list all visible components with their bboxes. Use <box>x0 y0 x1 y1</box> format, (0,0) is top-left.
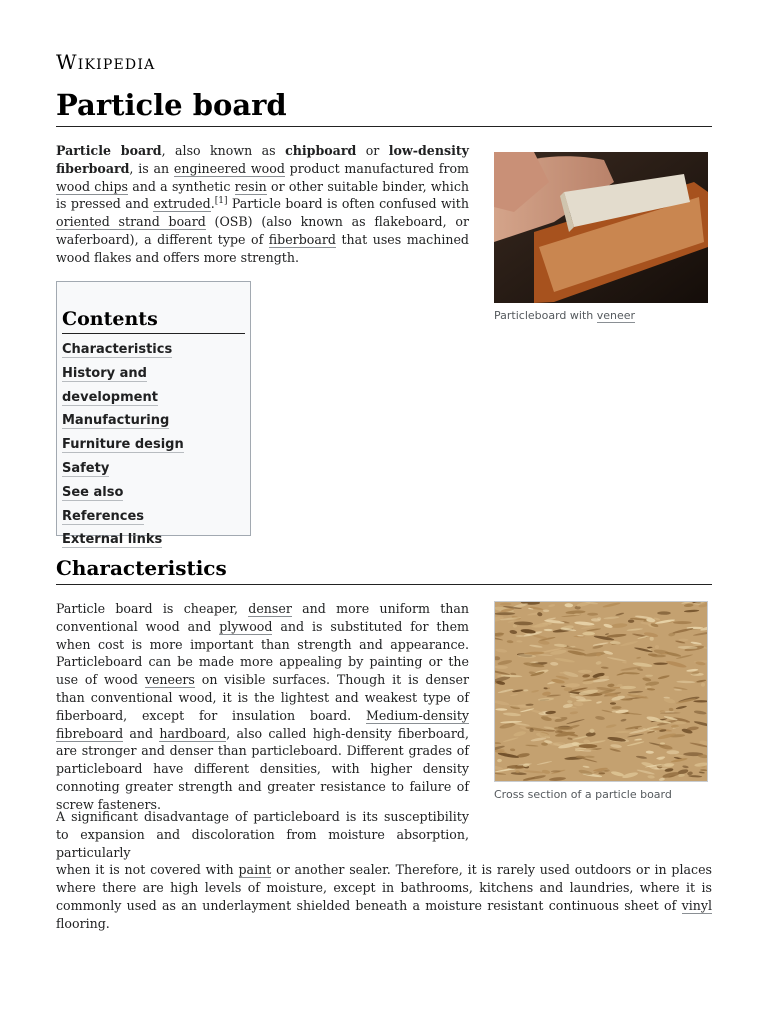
characteristics-paragraph-2: A significant disadvantage of particleboard is its susceptibility to expansion and discoloration from moisture absorption, particularly when it is not covered with paint or another sealer. Therefore, it is rarely used outdoors or in places where there are high levels of moisture, except in bathrooms, kitchens and laundries, where it is commonly used as an underlayment shielded beneath a moisture resistant continuous sheet of vinyl flooring. <box>56 809 712 931</box>
link-wood-chips[interactable]: wood chips <box>56 178 128 194</box>
link-medium-density-fibreboard[interactable]: Medium-density fibreboard <box>56 707 469 741</box>
link-engineered-wood[interactable]: engineered wood <box>173 160 285 176</box>
particleboard-veneer-image[interactable] <box>494 152 708 303</box>
link-denser[interactable]: denser <box>248 601 292 616</box>
link-veneers[interactable]: veneers <box>144 672 195 688</box>
figure-particleboard-veneer <box>494 152 708 322</box>
intro-paragraph: Particle board, also known as chipboard or low-density fiberboard, is an engineered wood product manufactured from wood chips and a synthetic resin or other suitable binder, which is pressed and extruded.[1] Particle board is often confused with oriented strand board (OSB) (also known as flakeboard, or waferboard), a different type of fiberboard that uses machined wood flakes and offers more strength. <box>56 143 469 265</box>
toc-list <box>62 338 245 552</box>
link-extruded[interactable]: extruded <box>153 196 211 212</box>
toc-item-references[interactable]: References <box>62 508 145 524</box>
bold-term: low-density fiberboard <box>56 143 469 176</box>
toc-item-external-links[interactable]: External links <box>62 532 163 548</box>
toc-item-manufacturing[interactable]: Manufacturing <box>62 413 170 429</box>
wood-chip <box>660 742 665 744</box>
wood-chip <box>598 772 605 774</box>
wood-chip <box>673 621 692 624</box>
figure-cross-section <box>494 601 708 801</box>
link-hardboard[interactable]: hardboard <box>159 725 227 741</box>
link-paint[interactable]: paint <box>238 862 272 878</box>
figure-caption: Cross section of a particle board <box>494 788 672 801</box>
characteristics-paragraph-1: Particle board is cheaper, denser and more uniform than conventional wood and plywood and is substituted for them when cost is more important than strength and appearance. Particleboard can be made more appealing by painting or the use of wood veneers on visible surfaces. Though it is denser than conventional wood, it is the lightest and weakest type of fiberboard, except for insulation board. Medium-density fibreboard and hardboard, also called high-density fiberboard, are stronger and denser than particleboard. Different grades of particleboard have different densities, with higher density connoting greater strength and greater resistance to failure of screw fasteners. <box>56 601 470 812</box>
toc-item-furniture-design[interactable]: Furniture design <box>62 437 184 453</box>
table-of-contents <box>56 281 251 548</box>
toc-title: Contents <box>62 308 245 334</box>
toc-item-see-also[interactable]: See also <box>62 484 124 500</box>
page-title: Particle board <box>56 86 712 127</box>
link-veneer[interactable]: veneer <box>596 309 636 322</box>
section-heading-characteristics: Characteristics <box>56 554 712 585</box>
particleboard-veneer-illustration <box>494 152 708 303</box>
bold-term: Particle board <box>56 143 162 158</box>
wood-chip <box>628 619 634 622</box>
link-vinyl[interactable]: vinyl <box>681 897 712 913</box>
reference-1[interactable]: [1] <box>214 196 228 207</box>
particle-chips-texture <box>495 602 707 781</box>
toc-item-history[interactable]: History and development <box>62 365 158 405</box>
bold-term: chipboard <box>285 143 357 158</box>
toc-item-characteristics[interactable]: Characteristics <box>62 342 173 357</box>
figure-caption: Particleboard with veneer <box>494 309 636 322</box>
toc-item-safety[interactable]: Safety <box>62 460 110 476</box>
link-oriented-strand-board[interactable]: oriented strand board <box>56 214 206 230</box>
wood-chip <box>650 637 654 641</box>
link-plywood[interactable]: plywood <box>219 618 273 634</box>
cross-section-image[interactable] <box>494 601 708 782</box>
link-resin[interactable]: resin <box>234 178 267 194</box>
wikipedia-logo[interactable]: Wikipedia <box>56 50 156 74</box>
link-fiberboard[interactable]: fiberboard <box>268 231 336 247</box>
